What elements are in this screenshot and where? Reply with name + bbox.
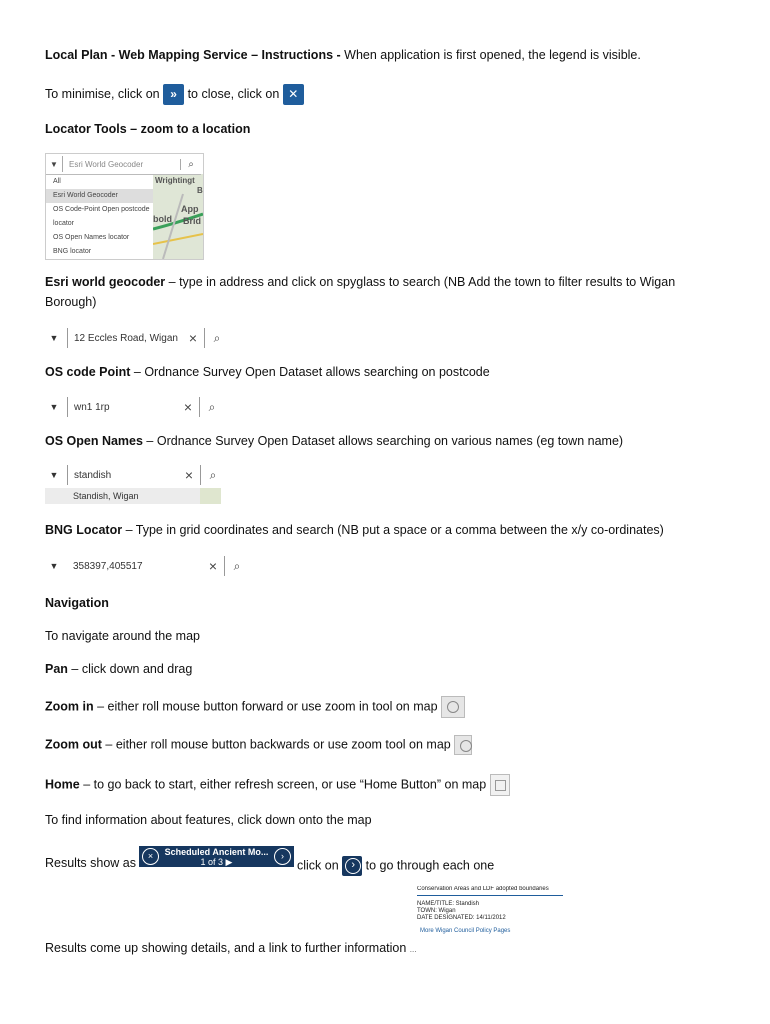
- chevron-down-icon[interactable]: ▼: [49, 470, 59, 480]
- zoomout-title: Zoom out: [45, 737, 102, 752]
- oscode-title: OS code Point: [45, 365, 131, 379]
- osnames-search-image: [45, 464, 221, 506]
- map-label-2: B: [197, 186, 203, 195]
- details-lines: [417, 901, 563, 922]
- locator-options: [46, 175, 153, 259]
- clear-icon[interactable]: ×: [183, 399, 193, 415]
- zoomin-line: [45, 696, 465, 718]
- locator-map-preview: [153, 174, 203, 259]
- divider: [200, 465, 201, 485]
- locator-dropdown-image: [45, 153, 204, 260]
- divider: [199, 397, 200, 417]
- chevron-down-icon[interactable]: ▼: [49, 402, 59, 412]
- home-title: Home: [45, 777, 80, 792]
- search-icon[interactable]: ⌕: [213, 330, 221, 345]
- chevron-down-icon[interactable]: ▼: [49, 561, 59, 571]
- osnames-suggestion[interactable]: [45, 488, 200, 504]
- clear-icon[interactable]: ×: [208, 558, 218, 574]
- navigation-heading-text: Navigation: [45, 596, 109, 610]
- map-label-3: App: [181, 204, 199, 214]
- bng-title: BNG Locator: [45, 523, 123, 537]
- minimise-pre: To minimise, click on: [45, 86, 164, 101]
- locator-heading-text: Locator Tools – zoom to a location: [45, 122, 251, 136]
- esri-line-2: Borough): [45, 295, 97, 309]
- clear-icon[interactable]: ×: [188, 330, 198, 346]
- search-icon[interactable]: ⌕: [209, 467, 217, 482]
- bng-search-value[interactable]: 358397,405517: [73, 560, 143, 572]
- intro-line: [45, 48, 641, 62]
- osnames-text: – Ordnance Survey Open Dataset allows searching on various names (eg town name): [142, 434, 624, 448]
- home-line: [45, 774, 510, 796]
- esri-search-bar[interactable]: [45, 327, 225, 349]
- locator-option[interactable]: All: [53, 178, 61, 185]
- details-link[interactable]: More Wigan Council Policy Pages: [420, 928, 511, 934]
- osnames-search-bar[interactable]: [45, 464, 221, 486]
- close-icon: ✕: [283, 84, 304, 105]
- locator-heading: [45, 122, 250, 136]
- divider: [67, 397, 68, 417]
- divider: [224, 556, 225, 576]
- osnames-title: OS Open Names: [45, 434, 143, 448]
- search-icon[interactable]: ⌕: [180, 159, 201, 170]
- oscode-text: – Ordnance Survey Open Dataset allows searching on postcode: [130, 365, 490, 379]
- details-tail: ...: [409, 945, 417, 954]
- oscode-search-bar[interactable]: [45, 396, 220, 418]
- details-line: TOWN: Wigan: [417, 908, 456, 914]
- chevron-down-icon[interactable]: ▼: [50, 159, 58, 169]
- next-icon: ›: [274, 848, 291, 865]
- map-preview: [200, 488, 221, 504]
- details-line: NAME/TITLE: Standish: [417, 901, 480, 907]
- pan-line: [45, 662, 192, 676]
- results-pre: Results show as: [45, 856, 137, 870]
- zoomin-title: Zoom in: [45, 699, 94, 714]
- details-heading: Conservation Areas and LDF adopted boundaries: [417, 886, 563, 896]
- locator-option[interactable]: locator: [53, 220, 75, 227]
- esri-text-1: – type in address and click on spyglass to search (NB Add the town to filter results to Wigan: [165, 275, 676, 289]
- home-text: – to go back to start, either refresh screen, or use “Home Button” on map: [79, 777, 490, 792]
- oscode-search-value[interactable]: wn1 1rp: [74, 401, 110, 413]
- minimise-icon: »: [163, 84, 184, 105]
- results-post: to go through each one: [362, 858, 495, 873]
- popup-header-image: [139, 846, 294, 867]
- chevron-down-icon[interactable]: ▼: [49, 333, 59, 343]
- details-text: Results come up showing details, and a link to further information: [45, 941, 410, 955]
- osnames-line: [45, 434, 623, 448]
- osnames-search-value[interactable]: standish: [74, 469, 112, 481]
- details-line: DATE DESIGNATED: 14/11/2012: [417, 915, 506, 921]
- popup-title-block: Scheduled Ancient Mo... 1 of 3 ▶: [164, 846, 269, 867]
- popup-title: Scheduled Ancient Mo...: [164, 846, 269, 857]
- zoomin-text: – either roll mouse button forward or use zoom in tool on map: [93, 699, 442, 714]
- minimise-mid: to close, click on: [187, 86, 283, 101]
- locator-search-row[interactable]: [46, 154, 201, 175]
- details-line-text: [45, 941, 416, 955]
- results-mid-line: [297, 856, 494, 876]
- search-icon[interactable]: ⌕: [233, 558, 241, 573]
- zoomout-line: [45, 735, 472, 755]
- intro-title: Local Plan - Web Mapping Service – Instructions -: [45, 48, 341, 62]
- pan-title: Pan: [45, 662, 68, 676]
- map-label-4: bold: [153, 214, 172, 224]
- features-line: To find information about features, click down onto the map: [45, 813, 372, 827]
- zoom-in-icon: [441, 696, 465, 718]
- esri-title: Esri world geocoder: [45, 275, 166, 289]
- oscode-line: [45, 365, 490, 379]
- zoom-out-icon: [454, 735, 472, 755]
- popup-count: 1 of 3: [200, 856, 224, 867]
- next-button-icon: [342, 856, 362, 876]
- divider: [67, 465, 68, 485]
- locator-option[interactable]: OS Code-Point Open postcode: [53, 206, 150, 213]
- locator-option[interactable]: OS Open Names locator: [53, 234, 130, 241]
- navigation-intro: To navigate around the map: [45, 629, 200, 643]
- navigation-heading: [45, 596, 109, 610]
- bng-text: – Type in grid coordinates and search (NB put a space or a comma between the x/y co-ordinates): [122, 523, 664, 537]
- map-label-1: Wrightingt: [155, 176, 195, 185]
- results-mid: click on: [297, 858, 343, 873]
- minimise-line: [45, 84, 304, 105]
- zoomout-text: – either roll mouse button backwards or use zoom tool on map: [101, 737, 455, 752]
- esri-line-1: [45, 275, 675, 289]
- home-icon: [490, 774, 510, 796]
- map-label-5: Brid: [183, 216, 201, 226]
- clear-icon[interactable]: ×: [184, 467, 194, 483]
- bng-search-bar[interactable]: [45, 555, 245, 577]
- search-icon[interactable]: ⌕: [208, 399, 216, 414]
- close-icon: ×: [142, 848, 159, 865]
- locator-dropdown-value: Esri World Geocoder: [69, 159, 144, 169]
- pan-text: – click down and drag: [67, 662, 193, 676]
- details-image: [417, 886, 563, 936]
- bng-line: [45, 523, 664, 537]
- esri-search-value[interactable]: 12 Eccles Road, Wigan: [74, 332, 178, 344]
- locator-option-selected[interactable]: Esri World Geocoder: [46, 189, 153, 203]
- osnames-suggestion-text: Standish, Wigan: [73, 491, 139, 501]
- intro-text: When application is first opened, the legend is visible.: [340, 48, 641, 62]
- divider: [204, 328, 205, 348]
- divider: [67, 328, 68, 348]
- locator-option[interactable]: BNG locator: [53, 248, 92, 255]
